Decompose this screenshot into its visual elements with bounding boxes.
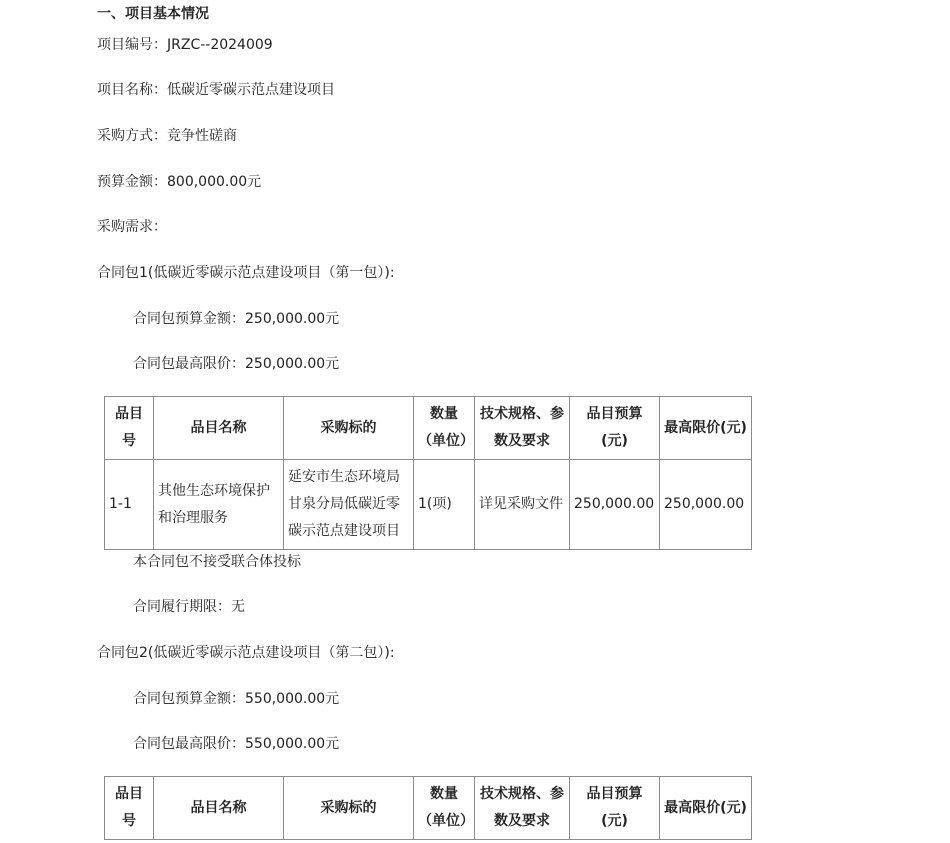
- procurement-method: 采购方式：竞争性磋商: [97, 128, 237, 144]
- header-item-max: 最高限价(元): [660, 777, 752, 840]
- cell-quantity: 1(项): [414, 460, 475, 550]
- package-2-budget: 合同包预算金额：550,000.00元: [133, 691, 340, 707]
- header-quantity: 数量（单位）: [414, 397, 475, 460]
- package-1-period: 合同履行期限：无: [133, 599, 245, 615]
- project-number: 项目编号：JRZC--2024009: [97, 37, 273, 53]
- header-item-budget: 品目预算(元): [570, 397, 660, 460]
- package-2-title: 合同包2(低碳近零碳示范点建设项目（第二包）):: [97, 645, 395, 661]
- package-1-budget: 合同包预算金额：250,000.00元: [133, 311, 340, 327]
- package-2-table: [104, 776, 752, 840]
- table-header-row: [105, 777, 752, 840]
- package-1-max-price: 合同包最高限价：250,000.00元: [133, 356, 340, 372]
- cell-item-budget: 250,000.00: [570, 460, 660, 550]
- section-heading: 一、项目基本情况: [97, 6, 209, 22]
- header-item-budget: 品目预算(元): [570, 777, 660, 840]
- budget-amount: 预算金额：800,000.00元: [97, 174, 262, 190]
- cell-subject: 延安市生态环境局甘泉分局低碳近零碳示范点建设项目: [284, 460, 414, 550]
- header-spec: 技术规格、参数及要求: [475, 777, 570, 840]
- header-item-no: 品目号: [105, 397, 154, 460]
- procurement-needs: 采购需求：: [97, 219, 167, 235]
- package-2-max-price: 合同包最高限价：550,000.00元: [133, 736, 340, 752]
- header-item-no: 品目号: [105, 777, 154, 840]
- table-row: [105, 460, 752, 550]
- header-subject: 采购标的: [284, 397, 414, 460]
- cell-item-no: 1-1: [105, 460, 154, 550]
- header-item-name: 品目名称: [154, 397, 284, 460]
- header-item-name: 品目名称: [154, 777, 284, 840]
- cell-item-max: 250,000.00: [660, 460, 752, 550]
- header-spec: 技术规格、参数及要求: [475, 397, 570, 460]
- cell-spec: 详见采购文件: [475, 460, 570, 550]
- package-1-table: [104, 396, 752, 550]
- header-subject: 采购标的: [284, 777, 414, 840]
- header-quantity: 数量（单位）: [414, 777, 475, 840]
- cell-item-name: 其他生态环境保护和治理服务: [154, 460, 284, 550]
- package-1-title: 合同包1(低碳近零碳示范点建设项目（第一包）):: [97, 265, 395, 281]
- header-item-max: 最高限价(元): [660, 397, 752, 460]
- project-name: 项目名称：低碳近零碳示范点建设项目: [97, 82, 335, 98]
- table-header-row: [105, 397, 752, 460]
- package-1-consortium: 本合同包不接受联合体投标: [133, 554, 301, 570]
